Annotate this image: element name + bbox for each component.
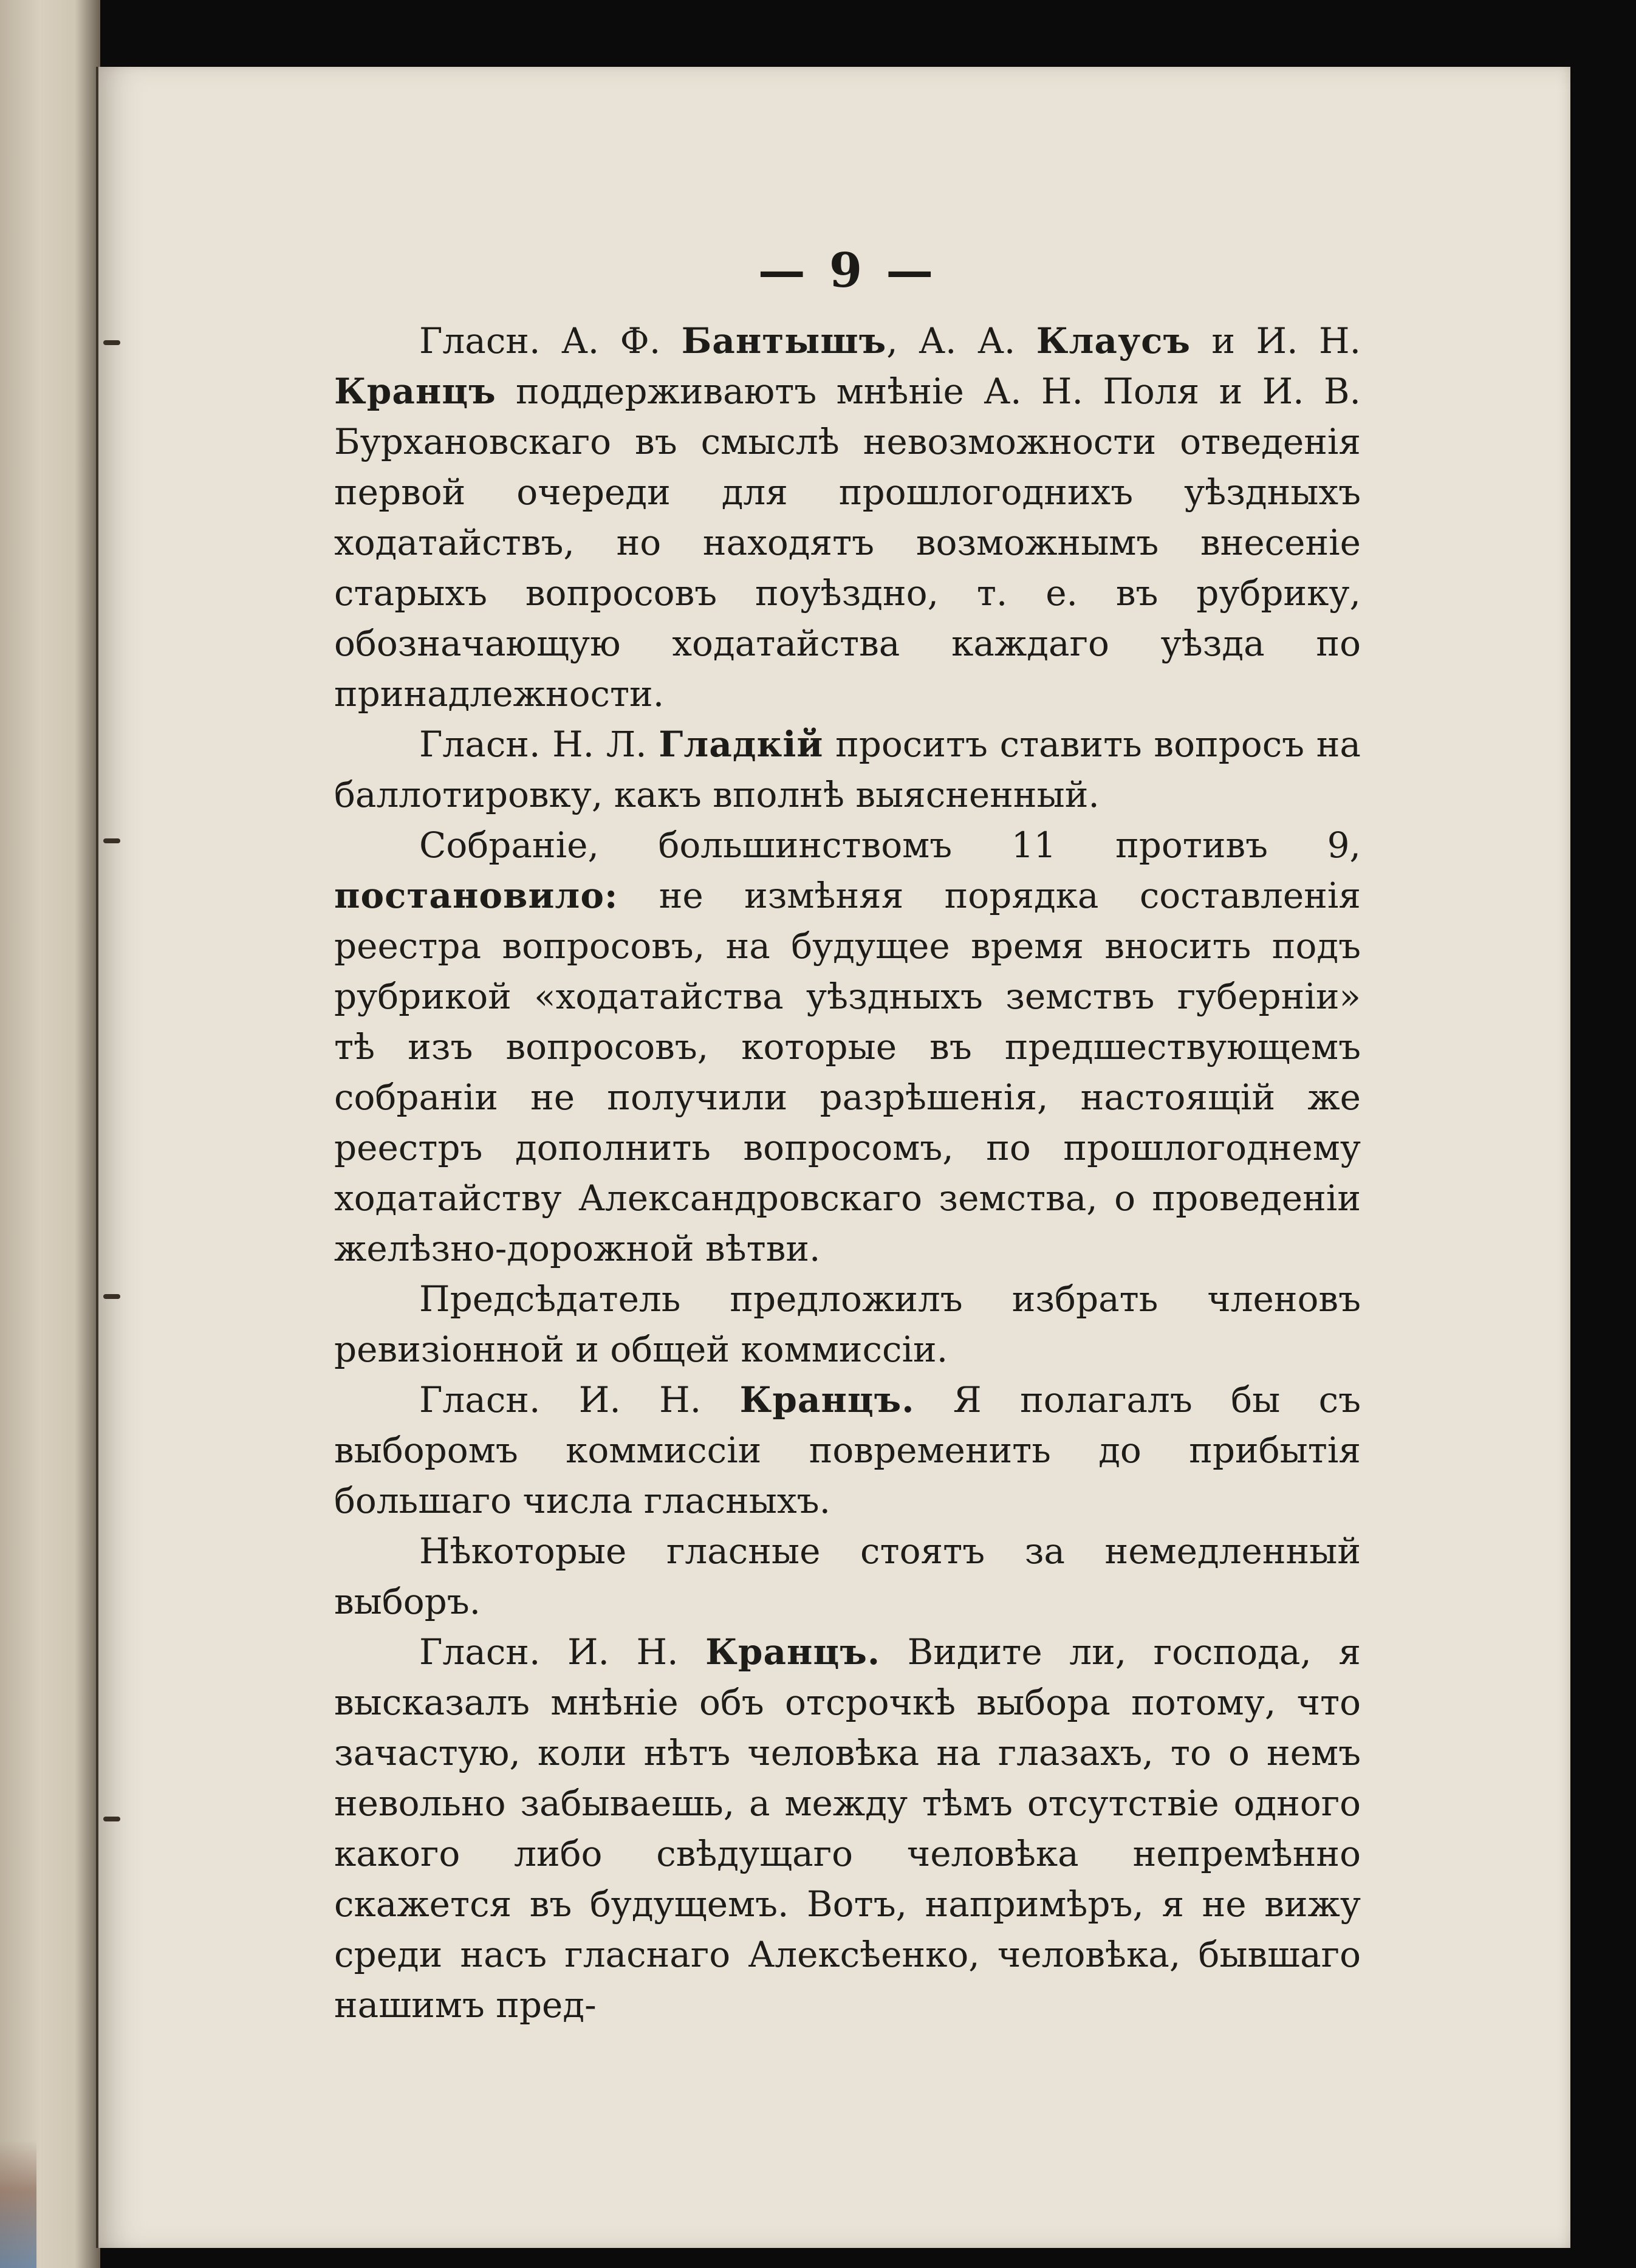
text-run: Гласн. И. Н.: [419, 1379, 740, 1420]
text-run: не измѣняя порядка составленія реестра вопросовъ, на будущее время вносить подъ рубрикой «ходатайства уѣздныхъ земствъ губерніи» тѣ изъ вопросовъ, которые въ предшествующемъ собраніи не получили разрѣшенія, настоящій же реестръ дополнить вопросомъ, по прошлогоднему ходатайству Александровскаго земства, о проведеніи желѣзно-дорожной вѣтви.: [334, 875, 1361, 1269]
text-run: и И. Н.: [1190, 320, 1361, 361]
speaker-name: постановило:: [334, 875, 618, 916]
text-run: Собраніе, большинствомъ 11 противъ 9,: [419, 824, 1361, 866]
text-run: , А. А.: [886, 320, 1036, 361]
text-run: Гласн. Н. Л.: [419, 724, 659, 765]
speaker-name: Гладкій: [659, 724, 824, 765]
speaker-name: Кранцъ.: [705, 1631, 881, 1673]
left-facing-page: [0, 0, 100, 2268]
speaker-name: Клаусъ: [1036, 320, 1191, 361]
text-run: Предсѣдатель предложилъ избрать членовъ ревизіонной и общей коммиссіи.: [334, 1278, 1361, 1370]
page-edge-stain: [0, 2140, 36, 2268]
paragraph: [334, 316, 1361, 719]
paragraph: [334, 1627, 1361, 2030]
text-run: Гласн. И. Н.: [419, 1631, 706, 1673]
binding-thread: [103, 1294, 120, 1299]
binding-thread: [103, 838, 120, 843]
speaker-name: Бантышъ: [681, 320, 887, 361]
binding-thread: [103, 1817, 120, 1821]
text-run: Гласн. А. Ф.: [419, 320, 682, 361]
paragraph: [334, 719, 1361, 820]
text-run: Нѣкоторые гласные стоятъ за немедленный выборъ.: [334, 1530, 1361, 1622]
paragraph: [334, 1274, 1361, 1375]
paragraph: [334, 820, 1361, 1274]
text-run: Видите ли, господа, я высказалъ мнѣніе объ отсрочкѣ выбора потому, что зачастую, коли нѣтъ человѣка на глазахъ, то о немъ невольно забываешь, а между тѣмъ отсутствіе одного какого либо свѣдущаго человѣка непремѣнно скажется въ будущемъ. Вотъ, напримѣръ, я не вижу среди насъ гласнаго Алексѣенко, человѣка, бывшаго нашимъ пред-: [334, 1631, 1361, 2026]
paragraph: [334, 1526, 1361, 1627]
text-run: проситъ ставить вопросъ на баллотировку, какъ вполнѣ выясненный.: [334, 724, 1361, 815]
speaker-name: Кранцъ.: [739, 1379, 915, 1420]
paragraph: [334, 1375, 1361, 1526]
text-run: поддерживаютъ мнѣніе А. Н. Поля и И. В. Бурхановскаго въ смыслѣ невозможности отведенія первой очереди для прошлогоднихъ уѣздныхъ ходатайствъ, но находятъ возможнымъ внесеніе старыхъ вопросовъ поуѣздно, т. е. въ рубрику, обозначающую ходатайства каждаго уѣзда по принадлежности.: [334, 371, 1361, 714]
binding-gutter: [96, 67, 98, 2248]
text-run: Я полагалъ бы съ выборомъ коммиссіи повременить до прибытія большаго числа гласныхъ.: [334, 1379, 1361, 1521]
speaker-name: Кранцъ: [334, 371, 496, 412]
body-text: [334, 316, 1361, 2030]
binding-thread: [103, 340, 120, 345]
page-number: — 9 —: [758, 243, 937, 298]
